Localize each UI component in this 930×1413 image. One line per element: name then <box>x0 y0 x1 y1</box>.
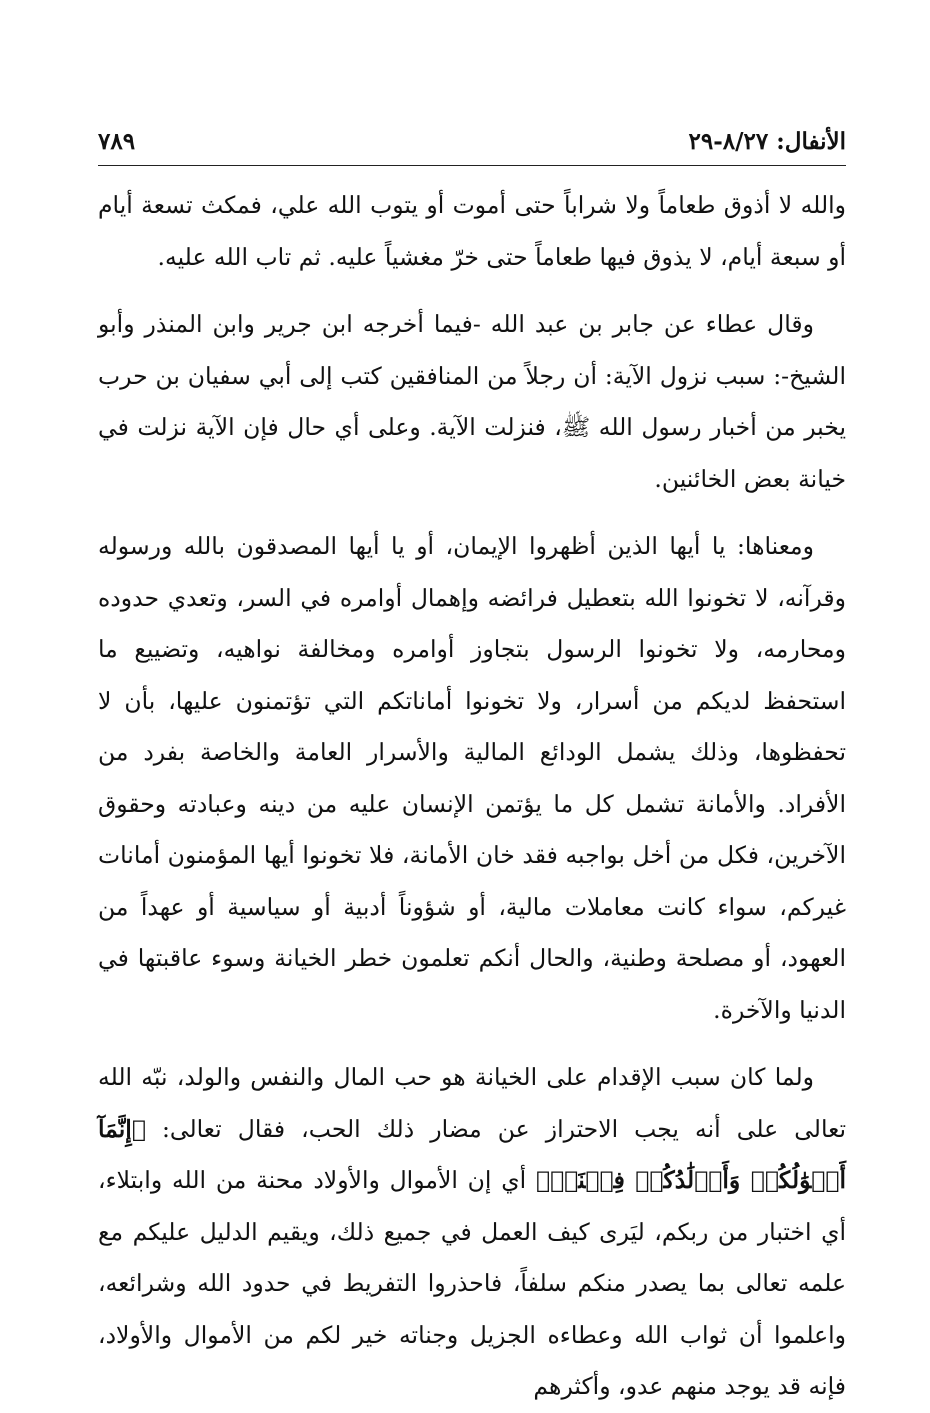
paragraph-4-continuation: أي إن الأموال والأولاد محنة من الله وابتلاء، أي اختبار من ربكم، ليَرى كيف العمل في جميع ذلك، ويقيم الدليل عليكم مع علمه تعالى بما يصدر منكم سلفاً، فاحذروا التفريط في حدود الله وشرائعه، واعلموا أن ثواب الله وعطاءه الجزيل وجناته خير لكم من الأموال والأولاد، فإنه قد يوجد منهم عدو، وأكثرهم <box>98 1166 846 1400</box>
page-header <box>98 122 846 166</box>
paragraph-4-lead: ولما كان سبب الإقدام على الخيانة هو حب المال والنفس والولد، نبّه الله تعالى على أنه يجب الاحتراز عن مضار ذلك الحب، فقال تعالى: <box>98 1063 846 1143</box>
surah-reference: الأنفال: ٨/٢٧-٢٩ <box>688 128 846 155</box>
quran-verse: ﴿إِنَّمَآ أَمۡوَٰلُكُمۡ وَأَوۡلَٰدُكُمۡ فِتۡنَةٞ﴾ <box>98 1114 846 1194</box>
page-body <box>98 180 846 1413</box>
paragraph-3: ومعناها: يا أيها الذين أظهروا الإيمان، أو يا أيها المصدقون بالله ورسوله وقرآنه، لا تخونوا الله بتعطيل فرائضه وإهمال أوامره في السر، وتعدي حدوده ومحارمه، ولا تخونوا الرسول بتجاوز أوامره ومخالفة نواهيه، وتضييع ما استحفظ لديكم من أسرار، ولا تخونوا أماناتكم التي تؤتمنون عليها، بأن لا تحفظوها، وذلك يشمل الودائع المالية والأسرار العامة والخاصة بفرد من الأفراد. والأمانة تشمل كل ما يؤتمن الإنسان عليه من دينه وعبادته وحقوق الآخرين، فكل من أخل بواجبه فقد خان الأمانة، فلا تخونوا أيها المؤمنون أمانات غيركم، سواء كانت معاملات مالية، أو شؤوناً أدبية أو سياسية أو عهداً من العهود، أو مصلحة وطنية، والحال أنكم تعلمون خطر الخيانة وسوء عاقبتها في الدنيا والآخرة. <box>98 532 846 1024</box>
paragraph-2: وقال عطاء عن جابر بن عبد الله -فيما أخرجه ابن جرير وابن المنذر وأبو الشيخ-: سبب نزول الآية: أن رجلاً من المنافقين كتب إلى أبي سفيان بن حرب يخبر من أخبار رسول الله ﷺ، فنزلت الآية. وعلى أي حال فإن الآية نزلت في خيانة بعض الخائنين. <box>98 310 846 493</box>
paragraph-4 <box>98 1052 846 1413</box>
header-divider <box>98 165 846 166</box>
paragraph-1: والله لا أذوق طعاماً ولا شراباً حتى أموت أو يتوب الله علي، فمكث تسعة أيام أو سبعة أيام، لا يذوق فيها طعاماً حتى خرّ مغشياً عليه. ثم تاب الله عليه. <box>98 191 846 271</box>
page-number: ٧٨٩ <box>98 128 136 155</box>
